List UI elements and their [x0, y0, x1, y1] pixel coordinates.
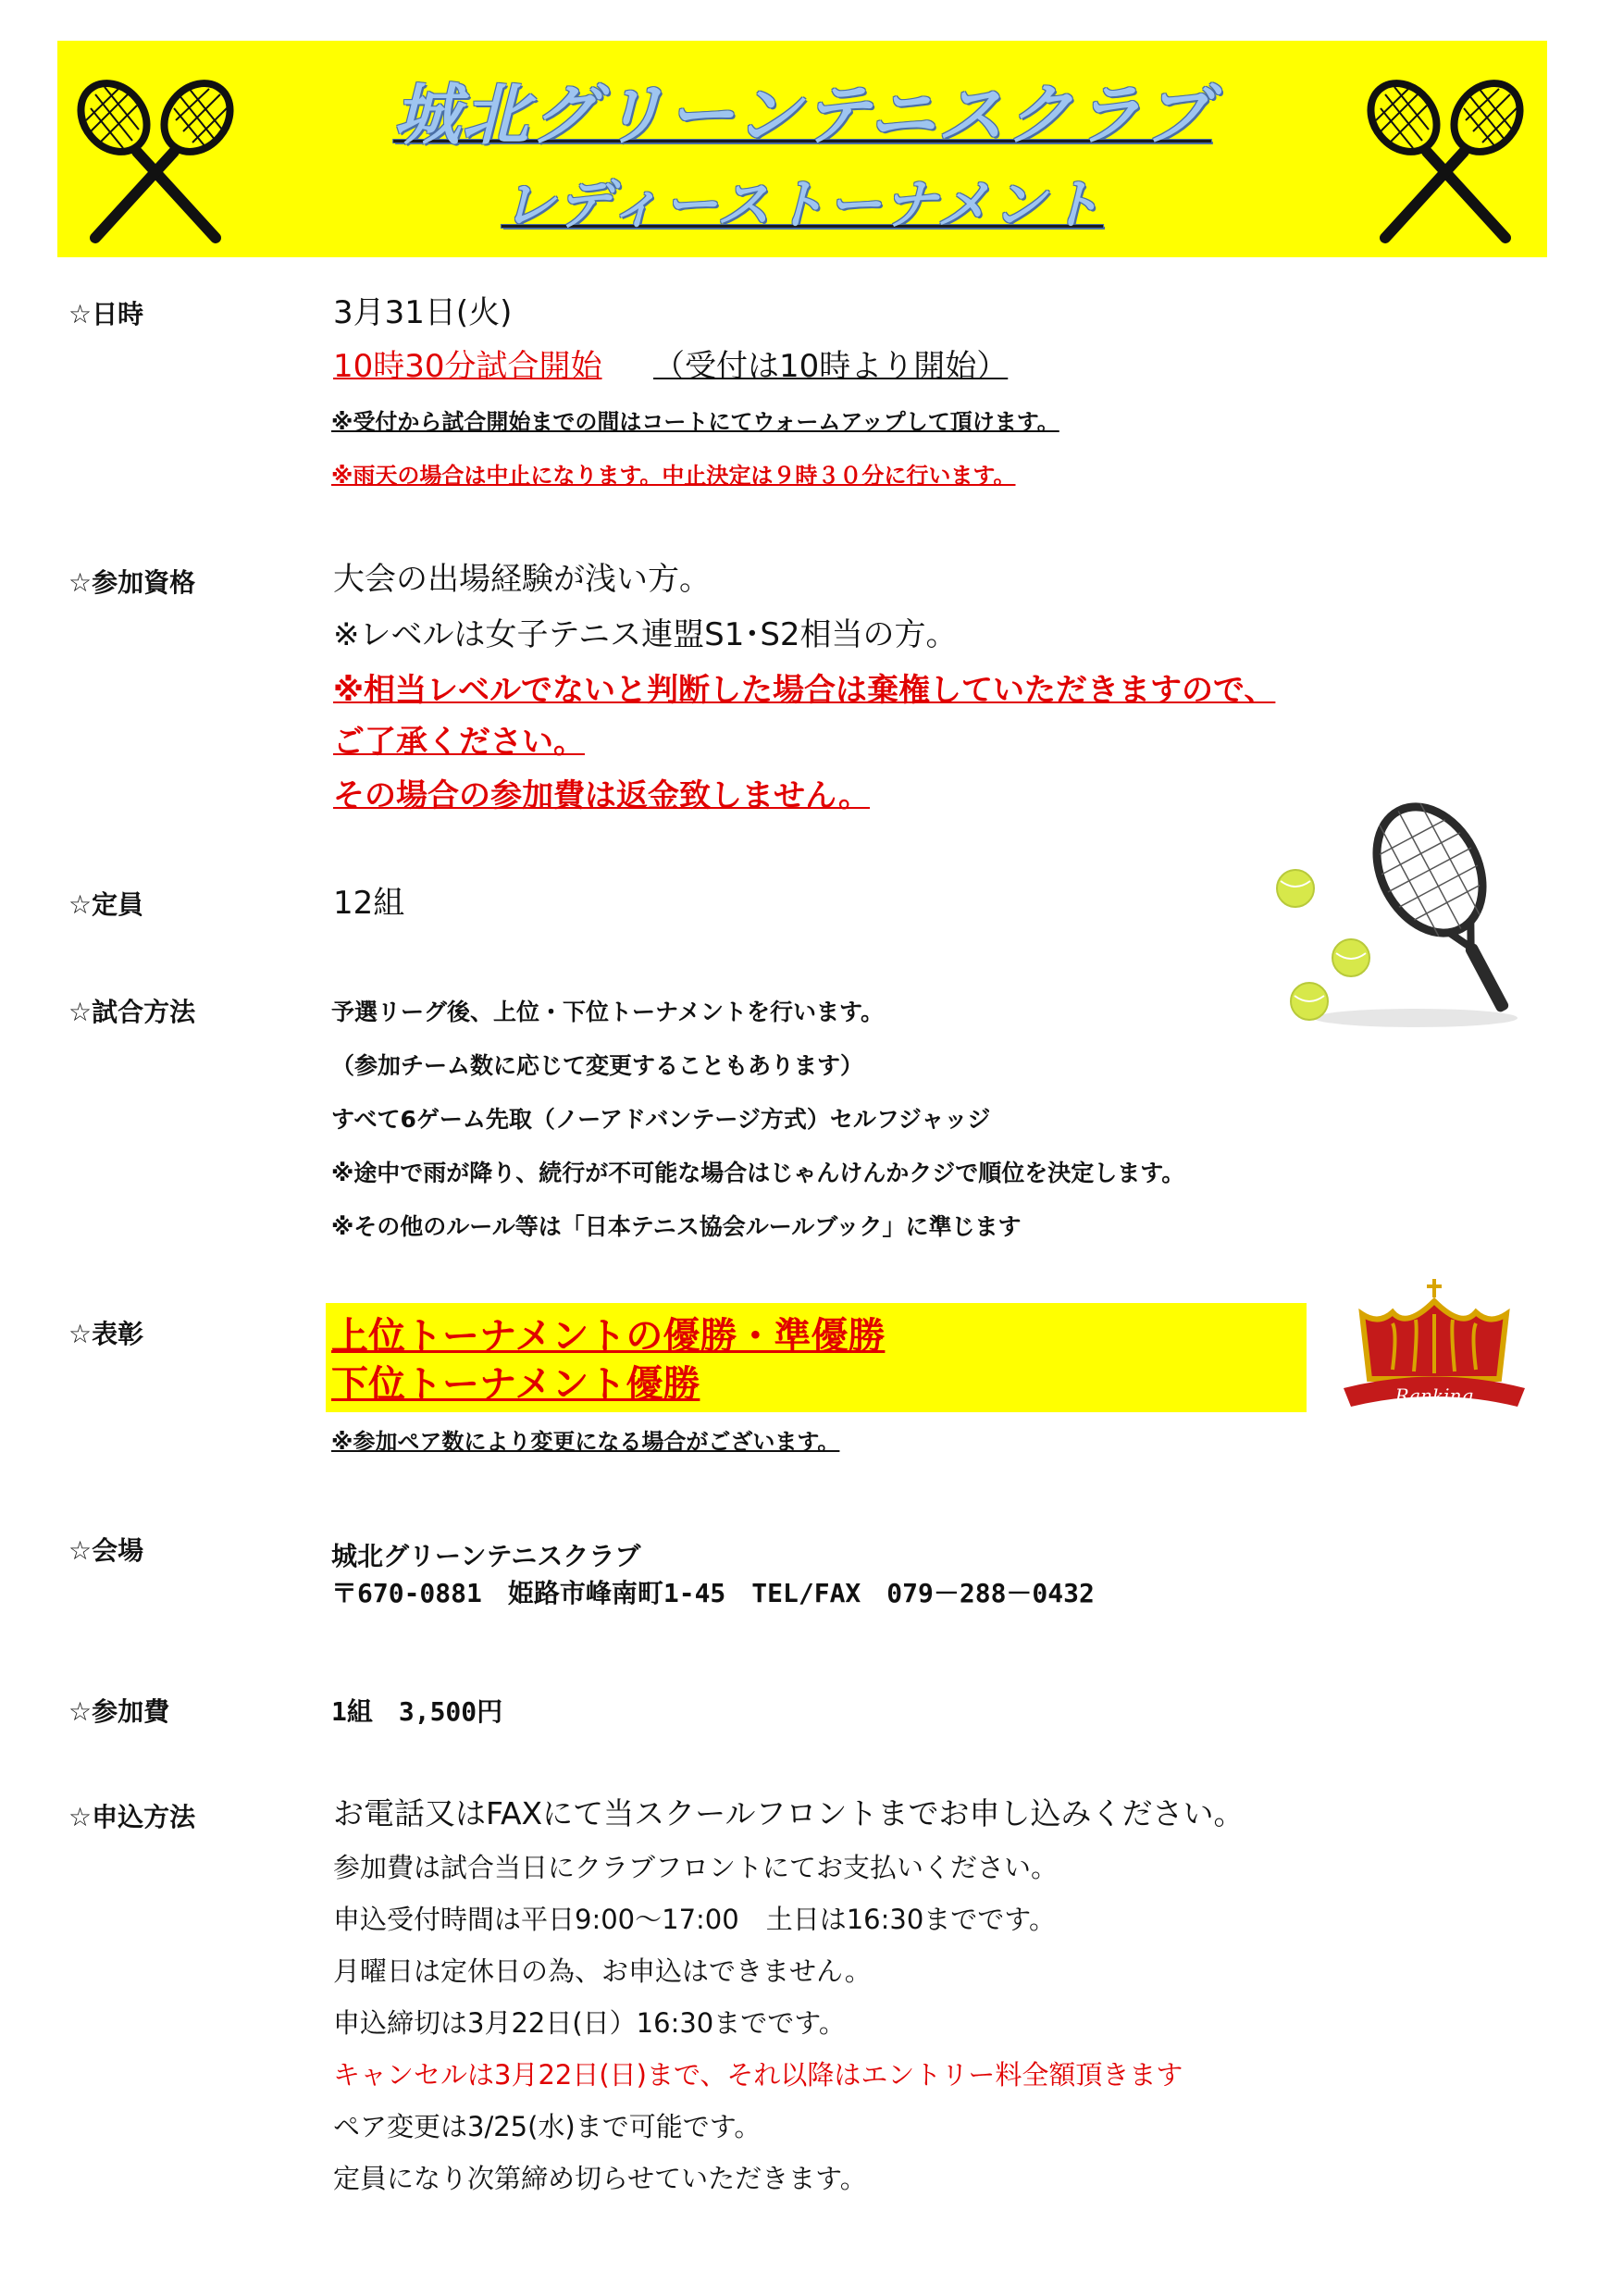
racket-and-balls-icon [1258, 796, 1527, 1036]
apply-line-2: 参加費は試合当日にクラブフロントにてお支払いください。 [333, 1852, 1059, 1883]
warmup-note: ※受付から試合開始までの間はコートにてウォームアップして頂けます。 [331, 409, 1059, 435]
label-format: ☆試合方法 [68, 997, 196, 1027]
apply-line-5: 申込締切は3月22日(日）16:30までです。 [333, 2007, 846, 2039]
reception-time: （受付は10時より開始） [653, 348, 1009, 385]
format-line: （参加チーム数に応じて変更することもあります） [331, 1052, 864, 1079]
awards-note: ※参加ペア数により変更になる場合がございます。 [331, 1429, 840, 1455]
capacity-value: 12組 [333, 885, 405, 922]
label-eligibility: ☆参加資格 [68, 567, 196, 598]
apply-line-6: キャンセルは3月22日(日)まで、それ以降はエントリー料全額頂きます [333, 2059, 1183, 2091]
label-capacity: ☆定員 [68, 889, 144, 920]
apply-line-3: 申込受付時間は平日9:00～17:00 土日は16:30までです。 [333, 1904, 1056, 1935]
label-apply: ☆申込方法 [68, 1802, 196, 1832]
page-subtitle: レディーストーナメント [501, 173, 1104, 236]
ranking-badge-text: Ranking [1394, 1384, 1474, 1407]
label-fee: ☆参加費 [68, 1696, 170, 1727]
ranking-crown-icon [1342, 1277, 1527, 1416]
eligibility-warning-2: ご了承ください。 [333, 724, 585, 761]
match-start-time: 10時30分試合開始 [333, 348, 602, 385]
rain-note: ※雨天の場合は中止になります。中止決定は９時３０分に行います。 [331, 463, 1016, 489]
apply-line-8: 定員になり次第締め切らせていただきます。 [333, 2163, 867, 2194]
page-title: 城北グリーンテニスクラブ [393, 76, 1211, 154]
eligibility-warning-3: その場合の参加費は返金致しません。 [333, 777, 871, 814]
crossed-rackets-icon [63, 67, 248, 252]
fee-value: 1組 3,500円 [331, 1696, 503, 1727]
header-banner [57, 41, 1547, 257]
awards-highlight-box [326, 1303, 1307, 1412]
event-date: 3月31日(火) [333, 294, 513, 331]
venue-address: 〒670-0881 姫路市峰南町1-45 TEL/FAX 079－288－0432 [331, 1578, 1095, 1608]
format-line: すべて6ゲーム先取（ノーアドバンテージ方式）セルフジャッジ [331, 1106, 991, 1133]
venue-name: 城北グリーンテニスクラブ [331, 1541, 641, 1571]
format-line: 予選リーグ後、上位・下位トーナメントを行います。 [331, 999, 885, 1025]
crossed-rackets-icon [1353, 67, 1538, 252]
apply-line-7: ペア変更は3/25(水)まで可能です。 [333, 2111, 762, 2142]
label-awards: ☆表彰 [68, 1319, 144, 1349]
award-line-1: 上位トーナメントの優勝・準優勝 [331, 1315, 886, 1358]
apply-line-1: お電話又はFAXにて当スクールフロントまでお申し込みください。 [333, 1795, 1245, 1831]
eligibility-line2: ※レベルは女子テニス連盟S1･S2相当の方。 [333, 616, 958, 653]
label-venue: ☆会場 [68, 1535, 144, 1566]
award-line-2: 下位トーナメント優勝 [331, 1363, 700, 1406]
label-datetime: ☆日時 [68, 299, 144, 329]
format-line: ※途中で雨が降り、続行が不可能な場合はじゃんけんかクジで順位を決定します。 [331, 1160, 1185, 1186]
apply-line-4: 月曜日は定休日の為、お申込はできません。 [333, 1955, 872, 1987]
format-line: ※その他のルール等は「日本テニス協会ルールブック」に準じます [331, 1213, 1022, 1240]
eligibility-line1: 大会の出場経験が浅い方。 [333, 561, 711, 598]
eligibility-warning-1: ※相当レベルでないと判断した場合は棄権していただきますので、 [333, 672, 1276, 709]
